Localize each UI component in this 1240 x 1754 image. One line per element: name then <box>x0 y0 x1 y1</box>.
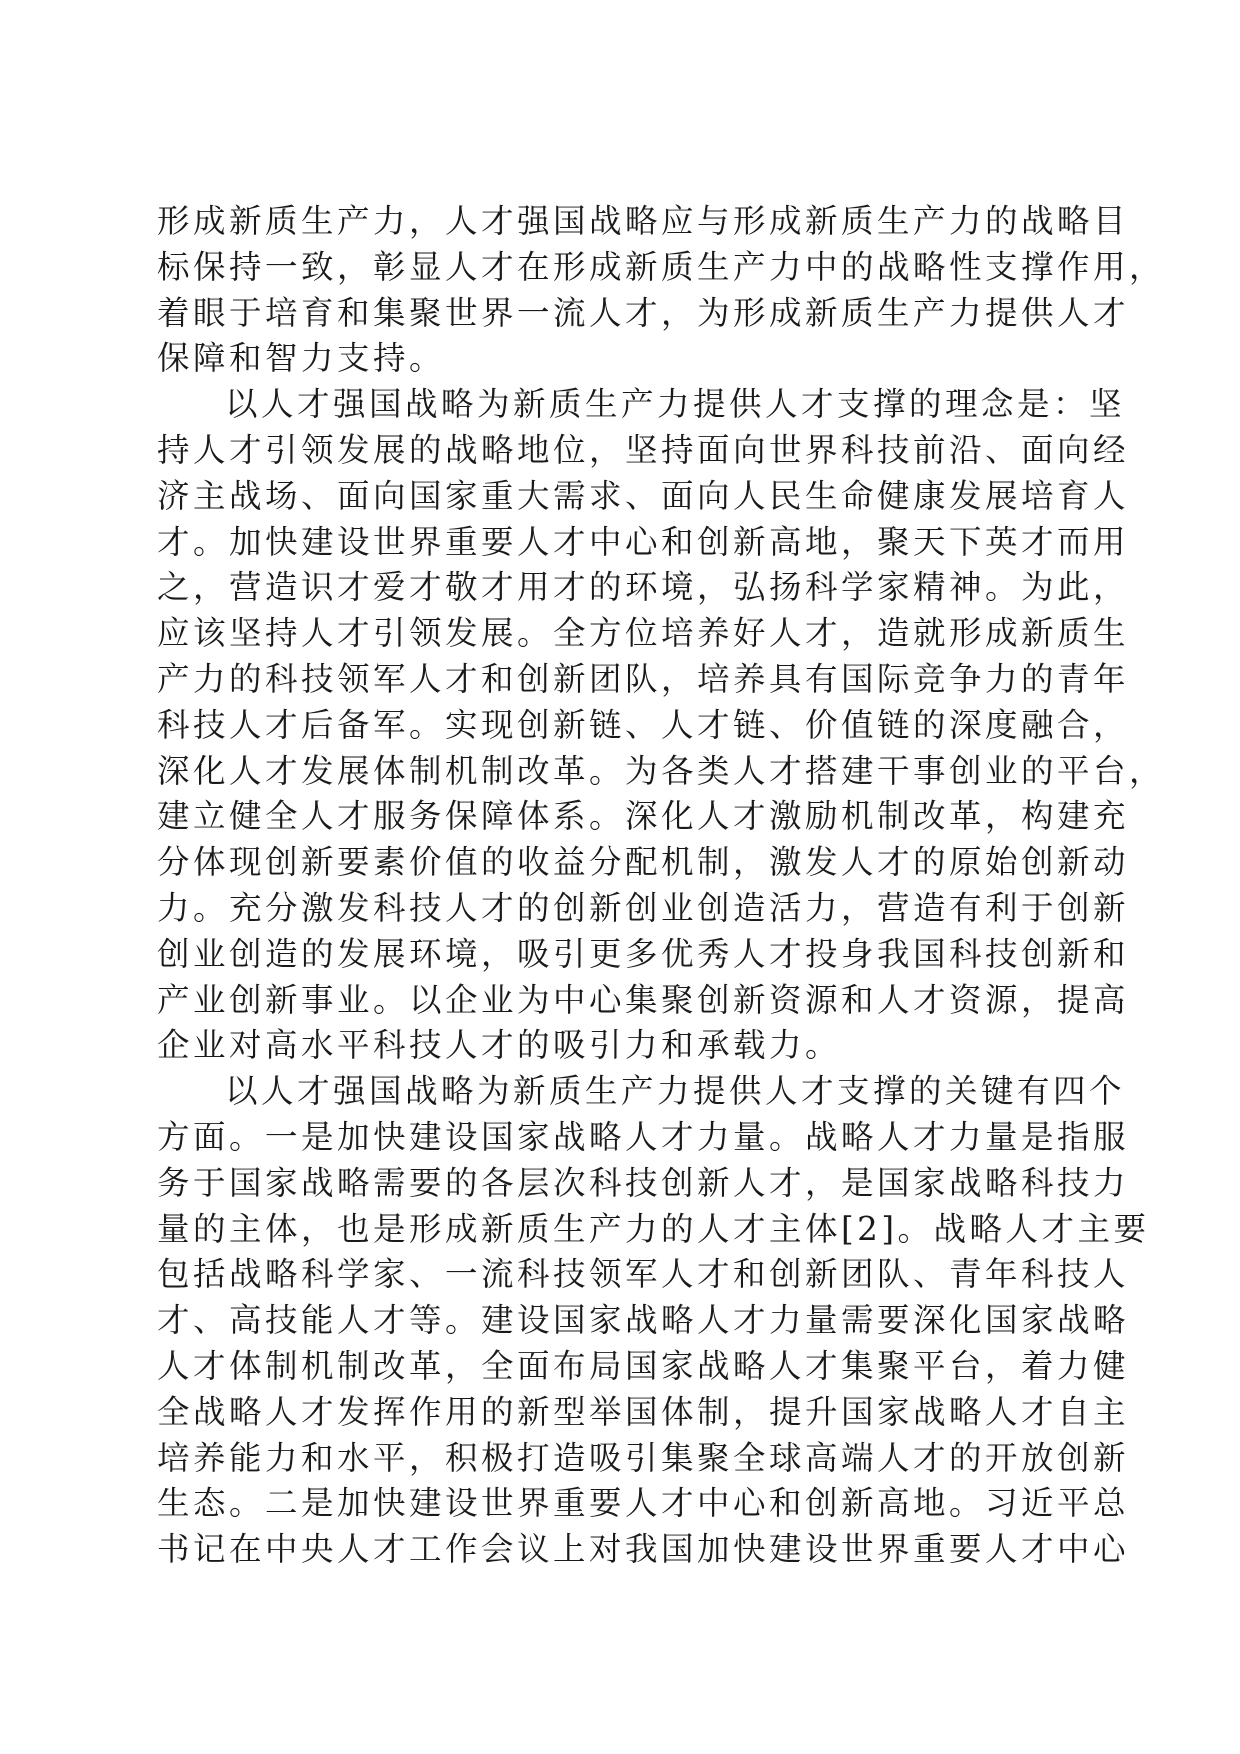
paragraph-first-line: 以人才强国战略为新质生产力提供人才支撑的关键有四个 <box>225 1072 1126 1111</box>
text-line: 量的主体，也是形成新质生产力的人才主体[2]。战略人才主要 <box>157 1209 1150 1248</box>
body-text <box>157 199 1166 1573</box>
text-line: 之，营造识才爱才敬才用才的环境，弘扬科学家精神。为此， <box>157 568 1130 607</box>
text-line: 生态。二是加快建设世界重要人才中心和创新高地。习近平总 <box>157 1484 1130 1523</box>
text-line: 人才体制机制改革，全面布局国家战略人才集聚平台，着力健 <box>157 1346 1130 1385</box>
text-line: 标保持一致，彰显人才在形成新质生产力中的战略性支撑作用， <box>157 247 1166 286</box>
text-line: 济主战场、面向国家重大需求、面向人民生命健康发展培育人 <box>157 476 1130 515</box>
text-line: 才、高技能人才等。建设国家战略人才力量需要深化国家战略 <box>157 1301 1130 1340</box>
paragraph-first-line: 以人才强国战略为新质生产力提供人才支撑的理念是：坚 <box>225 385 1126 424</box>
text-line: 包括战略科学家、一流科技领军人才和创新团队、青年科技人 <box>157 1255 1130 1294</box>
text-line: 着眼于培育和集聚世界一流人才，为形成新质生产力提供人才 <box>157 293 1130 332</box>
text-line: 力。充分激发科技人才的创新创业创造活力，营造有利于创新 <box>157 888 1130 927</box>
text-line: 书记在中央人才工作会议上对我国加快建设世界重要人才中心 <box>157 1530 1130 1569</box>
text-line: 持人才引领发展的战略地位，坚持面向世界科技前沿、面向经 <box>157 430 1130 469</box>
text-line: 务于国家战略需要的各层次科技创新人才，是国家战略科技力 <box>157 1163 1130 1202</box>
text-line: 创业创造的发展环境，吸引更多优秀人才投身我国科技创新和 <box>157 934 1130 973</box>
text-line: 产力的科技领军人才和创新团队，培养具有国际竞争力的青年 <box>157 659 1130 698</box>
text-line: 分体现创新要素价值的收益分配机制，激发人才的原始创新动 <box>157 843 1130 882</box>
text-line: 产业创新事业。以企业为中心集聚创新资源和人才资源，提高 <box>157 980 1130 1019</box>
text-line: 方面。一是加快建设国家战略人才力量。战略人才力量是指服 <box>157 1117 1130 1156</box>
text-line: 培养能力和水平，积极打造吸引集聚全球高端人才的开放创新 <box>157 1438 1130 1477</box>
text-line: 深化人才发展体制机制改革。为各类人才搭建干事创业的平台， <box>157 751 1166 790</box>
text-line: 建立健全人才服务保障体系。深化人才激励机制改革，构建充 <box>157 797 1130 836</box>
text-line: 应该坚持人才引领发展。全方位培养好人才，造就形成新质生 <box>157 614 1130 653</box>
text-line: 才。加快建设世界重要人才中心和创新高地，聚天下英才而用 <box>157 522 1130 561</box>
text-line: 科技人才后备军。实现创新链、人才链、价值链的深度融合， <box>157 705 1130 744</box>
text-line: 企业对高水平科技人才的吸引力和承载力。 <box>157 1026 842 1065</box>
text-line: 全战略人才发挥作用的新型举国体制，提升国家战略人才自主 <box>157 1392 1130 1431</box>
text-line: 形成新质生产力，人才强国战略应与形成新质生产力的战略目 <box>157 202 1130 240</box>
text-line: 保障和智力支持。 <box>157 339 446 378</box>
